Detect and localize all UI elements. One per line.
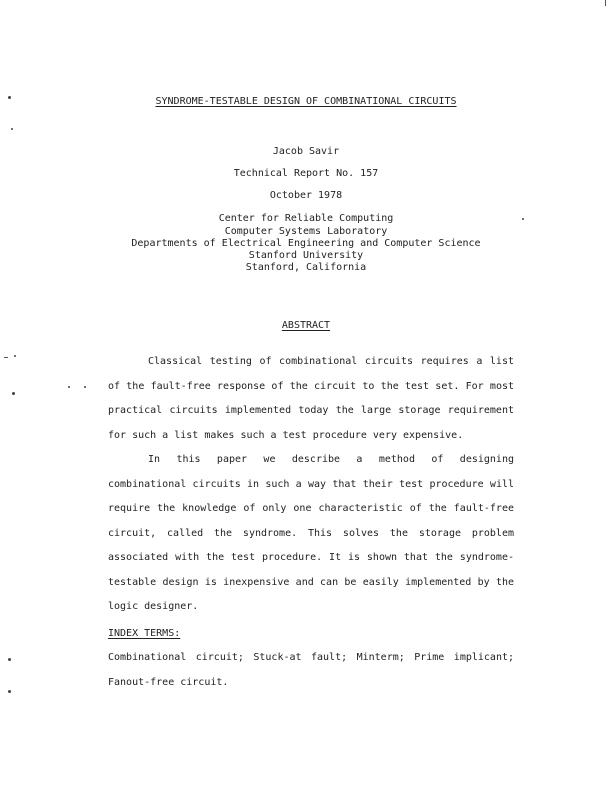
affiliation-lab: Computer Systems Laboratory bbox=[224, 226, 388, 237]
scan-mark bbox=[4, 357, 8, 358]
report-number: Technical Report No. 157 bbox=[233, 168, 379, 179]
scan-speck bbox=[84, 386, 86, 388]
index-terms-text: Combinational circuit; Stuck-at fault; Minterm; Prime implicant; Fanout-free circuit. bbox=[108, 652, 514, 688]
paper-title: SYNDROME-TESTABLE DESIGN OF COMBINATIONAL CIRCUITS bbox=[155, 96, 457, 107]
scan-speck bbox=[8, 690, 11, 693]
abstract-body bbox=[108, 350, 514, 620]
affiliation-university: Stanford University bbox=[248, 250, 364, 261]
affiliation-center: Center for Reliable Computing bbox=[218, 213, 394, 224]
scan-speck bbox=[522, 218, 524, 220]
author-name: Jacob Savir bbox=[272, 146, 340, 157]
scan-mark bbox=[605, 0, 606, 6]
scan-speck bbox=[8, 658, 11, 661]
abstract-heading: ABSTRACT bbox=[281, 320, 331, 331]
scan-speck bbox=[8, 96, 11, 99]
scan-speck bbox=[12, 392, 15, 395]
scan-speck bbox=[11, 128, 13, 130]
abstract-paragraph-2: In this paper we describe a method of designing combinational circuits in such a way that their test procedure will require the knowledge of only one characteristic of the fault-free circuit, called the syndrome. This solves the storage problem associated with the test procedure. It is shown that the syndrome-testable design is inexpensive and can be easily implemented by the logic designer. bbox=[108, 454, 514, 612]
scan-speck bbox=[68, 386, 70, 388]
index-terms-heading: INDEX TERMS: bbox=[108, 628, 181, 639]
affiliation-location: Stanford, California bbox=[245, 262, 367, 273]
report-date: October 1978 bbox=[269, 190, 343, 201]
scan-speck bbox=[14, 355, 16, 357]
affiliation-departments: Departments of Electrical Engineering and Computer Science bbox=[131, 238, 481, 249]
abstract-paragraph-1: Classical testing of combinational circuits requires a list of the fault-free response of the circuit to the test set. For most practical circuits implemented today the large storage requirement for such a list makes such a test procedure very expensive. bbox=[108, 356, 514, 441]
